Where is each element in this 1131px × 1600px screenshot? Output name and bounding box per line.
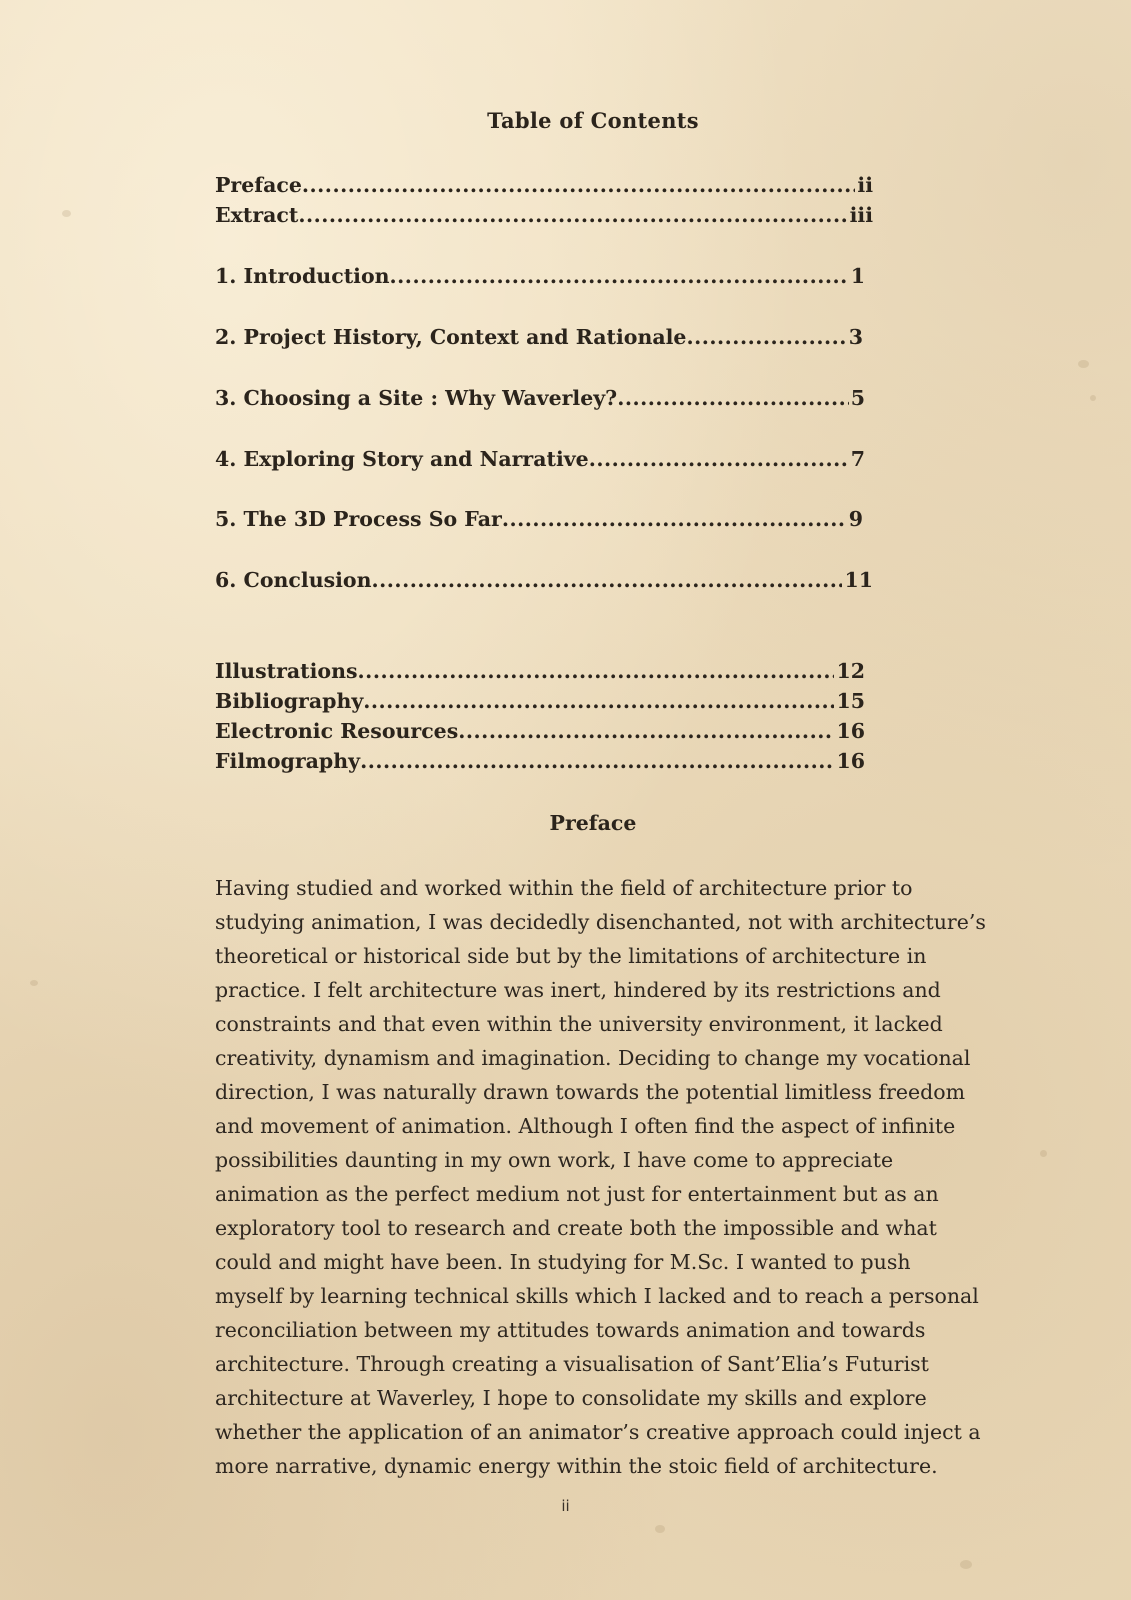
preface-line: architecture at Waverley, I hope to consolidate my skills and explore bbox=[215, 1386, 927, 1410]
toc-dot-leader bbox=[302, 170, 856, 200]
preface-line: more narrative, dynamic energy within the stoic field of architecture. bbox=[215, 1454, 938, 1478]
paper-texture-speck bbox=[1040, 1150, 1047, 1157]
toc-entry-chapter-6[interactable] bbox=[215, 565, 873, 595]
toc-dot-leader bbox=[589, 444, 849, 474]
toc-chapter-story bbox=[215, 444, 865, 474]
toc-entry-label: Bibliography bbox=[215, 689, 364, 713]
toc-entry-page: 15 bbox=[836, 689, 865, 713]
toc-entry-filmography[interactable] bbox=[215, 746, 865, 776]
preface-line: creativity, dynamism and imagination. Deciding to change my vocational bbox=[215, 1046, 971, 1070]
toc-entry-chapter-2[interactable] bbox=[215, 322, 863, 352]
toc-entry-chapter-5[interactable] bbox=[215, 504, 863, 534]
toc-entry-chapter-3[interactable] bbox=[215, 383, 865, 413]
paper-texture-speck bbox=[960, 1560, 972, 1569]
toc-chapter-3d-process bbox=[215, 504, 863, 534]
toc-entry-page: 12 bbox=[836, 659, 865, 683]
toc-dot-leader bbox=[298, 200, 847, 230]
preface-line: could and might have been. In studying for M.Sc. I wanted to push bbox=[215, 1250, 911, 1274]
toc-entry-page: ii bbox=[857, 173, 873, 197]
toc-front-matter bbox=[215, 170, 873, 230]
toc-entry-label: 5. The 3D Process So Far bbox=[215, 507, 502, 531]
preface-line: reconciliation between my attitudes towards animation and towards bbox=[215, 1318, 926, 1342]
toc-entry-label: Electronic Resources bbox=[215, 719, 459, 743]
toc-entry-page: 16 bbox=[836, 749, 865, 773]
preface-body bbox=[215, 871, 986, 1483]
toc-chapter-history bbox=[215, 322, 863, 352]
toc-entry-page: 1 bbox=[850, 264, 865, 288]
preface-line: constraints and that even within the university environment, it lacked bbox=[215, 1012, 943, 1036]
paper-texture-speck bbox=[1090, 395, 1096, 401]
toc-dot-leader bbox=[686, 322, 846, 352]
paper-texture-speck bbox=[655, 1525, 665, 1533]
toc-entry-chapter-1[interactable] bbox=[215, 261, 865, 291]
preface-line: direction, I was naturally drawn towards the potential limitless freedom bbox=[215, 1080, 966, 1104]
preface-line: and movement of animation. Although I often find the aspect of infinite bbox=[215, 1114, 956, 1138]
toc-entry-label: Preface bbox=[215, 173, 302, 197]
toc-entry-label: 1. Introduction bbox=[215, 264, 390, 288]
toc-entry-label: 3. Choosing a Site : Why Waverley? bbox=[215, 386, 618, 410]
toc-entry-page: 16 bbox=[836, 719, 865, 743]
toc-dot-leader bbox=[502, 504, 847, 534]
toc-dot-leader bbox=[390, 261, 849, 291]
toc-entry-electronic-resources[interactable] bbox=[215, 716, 865, 746]
preface-line: Having studied and worked within the field of architecture prior to bbox=[215, 876, 913, 900]
preface-line: architecture. Through creating a visualisation of Sant’Elia’s Futurist bbox=[215, 1352, 929, 1376]
paper-texture-speck bbox=[1078, 360, 1089, 368]
toc-entry-page: 3 bbox=[848, 325, 863, 349]
preface-line: theoretical or historical side but by the limitations of architecture in bbox=[215, 944, 927, 968]
toc-entry-label: 4. Exploring Story and Narrative bbox=[215, 447, 589, 471]
toc-entry-page: 11 bbox=[844, 568, 873, 592]
toc-entry-illustrations[interactable] bbox=[215, 656, 865, 686]
page-number: ii bbox=[561, 1497, 570, 1515]
preface-line: practice. I felt architecture was inert, hindered by its restrictions and bbox=[215, 978, 941, 1002]
toc-dot-leader bbox=[363, 686, 834, 716]
preface-title: Preface bbox=[549, 811, 637, 835]
toc-entry-label: Illustrations bbox=[215, 659, 358, 683]
toc-dot-leader bbox=[372, 565, 843, 595]
toc-dot-leader bbox=[458, 716, 834, 746]
toc-entry-page: 7 bbox=[850, 447, 865, 471]
toc-entry-bibliography[interactable] bbox=[215, 686, 865, 716]
toc-entry-page: iii bbox=[849, 203, 873, 227]
toc-entry-page: 9 bbox=[848, 507, 863, 531]
toc-entry-label: Filmography bbox=[215, 749, 361, 773]
toc-entry-page: 5 bbox=[850, 386, 865, 410]
toc-entry-label: 6. Conclusion bbox=[215, 568, 372, 592]
preface-line: possibilities daunting in my own work, I have come to appreciate bbox=[215, 1148, 894, 1172]
preface-line: studying animation, I was decidedly disenchanted, not with architecture’s bbox=[215, 910, 986, 934]
toc-dot-leader bbox=[360, 746, 834, 776]
toc-title: Table of Contents bbox=[487, 108, 699, 133]
toc-entry-label: 2. Project History, Context and Rationale bbox=[215, 325, 687, 349]
toc-dot-leader bbox=[358, 656, 835, 686]
paper-texture-speck bbox=[30, 980, 38, 986]
preface-line: myself by learning technical skills which I lacked and to reach a personal bbox=[215, 1284, 979, 1308]
toc-entry-label: Extract bbox=[215, 203, 299, 227]
preface-line: animation as the perfect medium not just for entertainment but as an bbox=[215, 1182, 939, 1206]
preface-line: whether the application of an animator’s creative approach could inject a bbox=[215, 1420, 981, 1444]
preface-line: exploratory tool to research and create both the impossible and what bbox=[215, 1216, 937, 1240]
toc-chapter-site bbox=[215, 383, 865, 413]
toc-entry-preface[interactable] bbox=[215, 170, 873, 200]
toc-dot-leader bbox=[617, 383, 849, 413]
toc-back-matter bbox=[215, 656, 865, 776]
paper-texture-speck bbox=[62, 210, 71, 217]
toc-entry-chapter-4[interactable] bbox=[215, 444, 865, 474]
toc-chapter-conclusion bbox=[215, 565, 873, 595]
toc-chapter-introduction bbox=[215, 261, 865, 291]
toc-entry-extract[interactable] bbox=[215, 200, 873, 230]
